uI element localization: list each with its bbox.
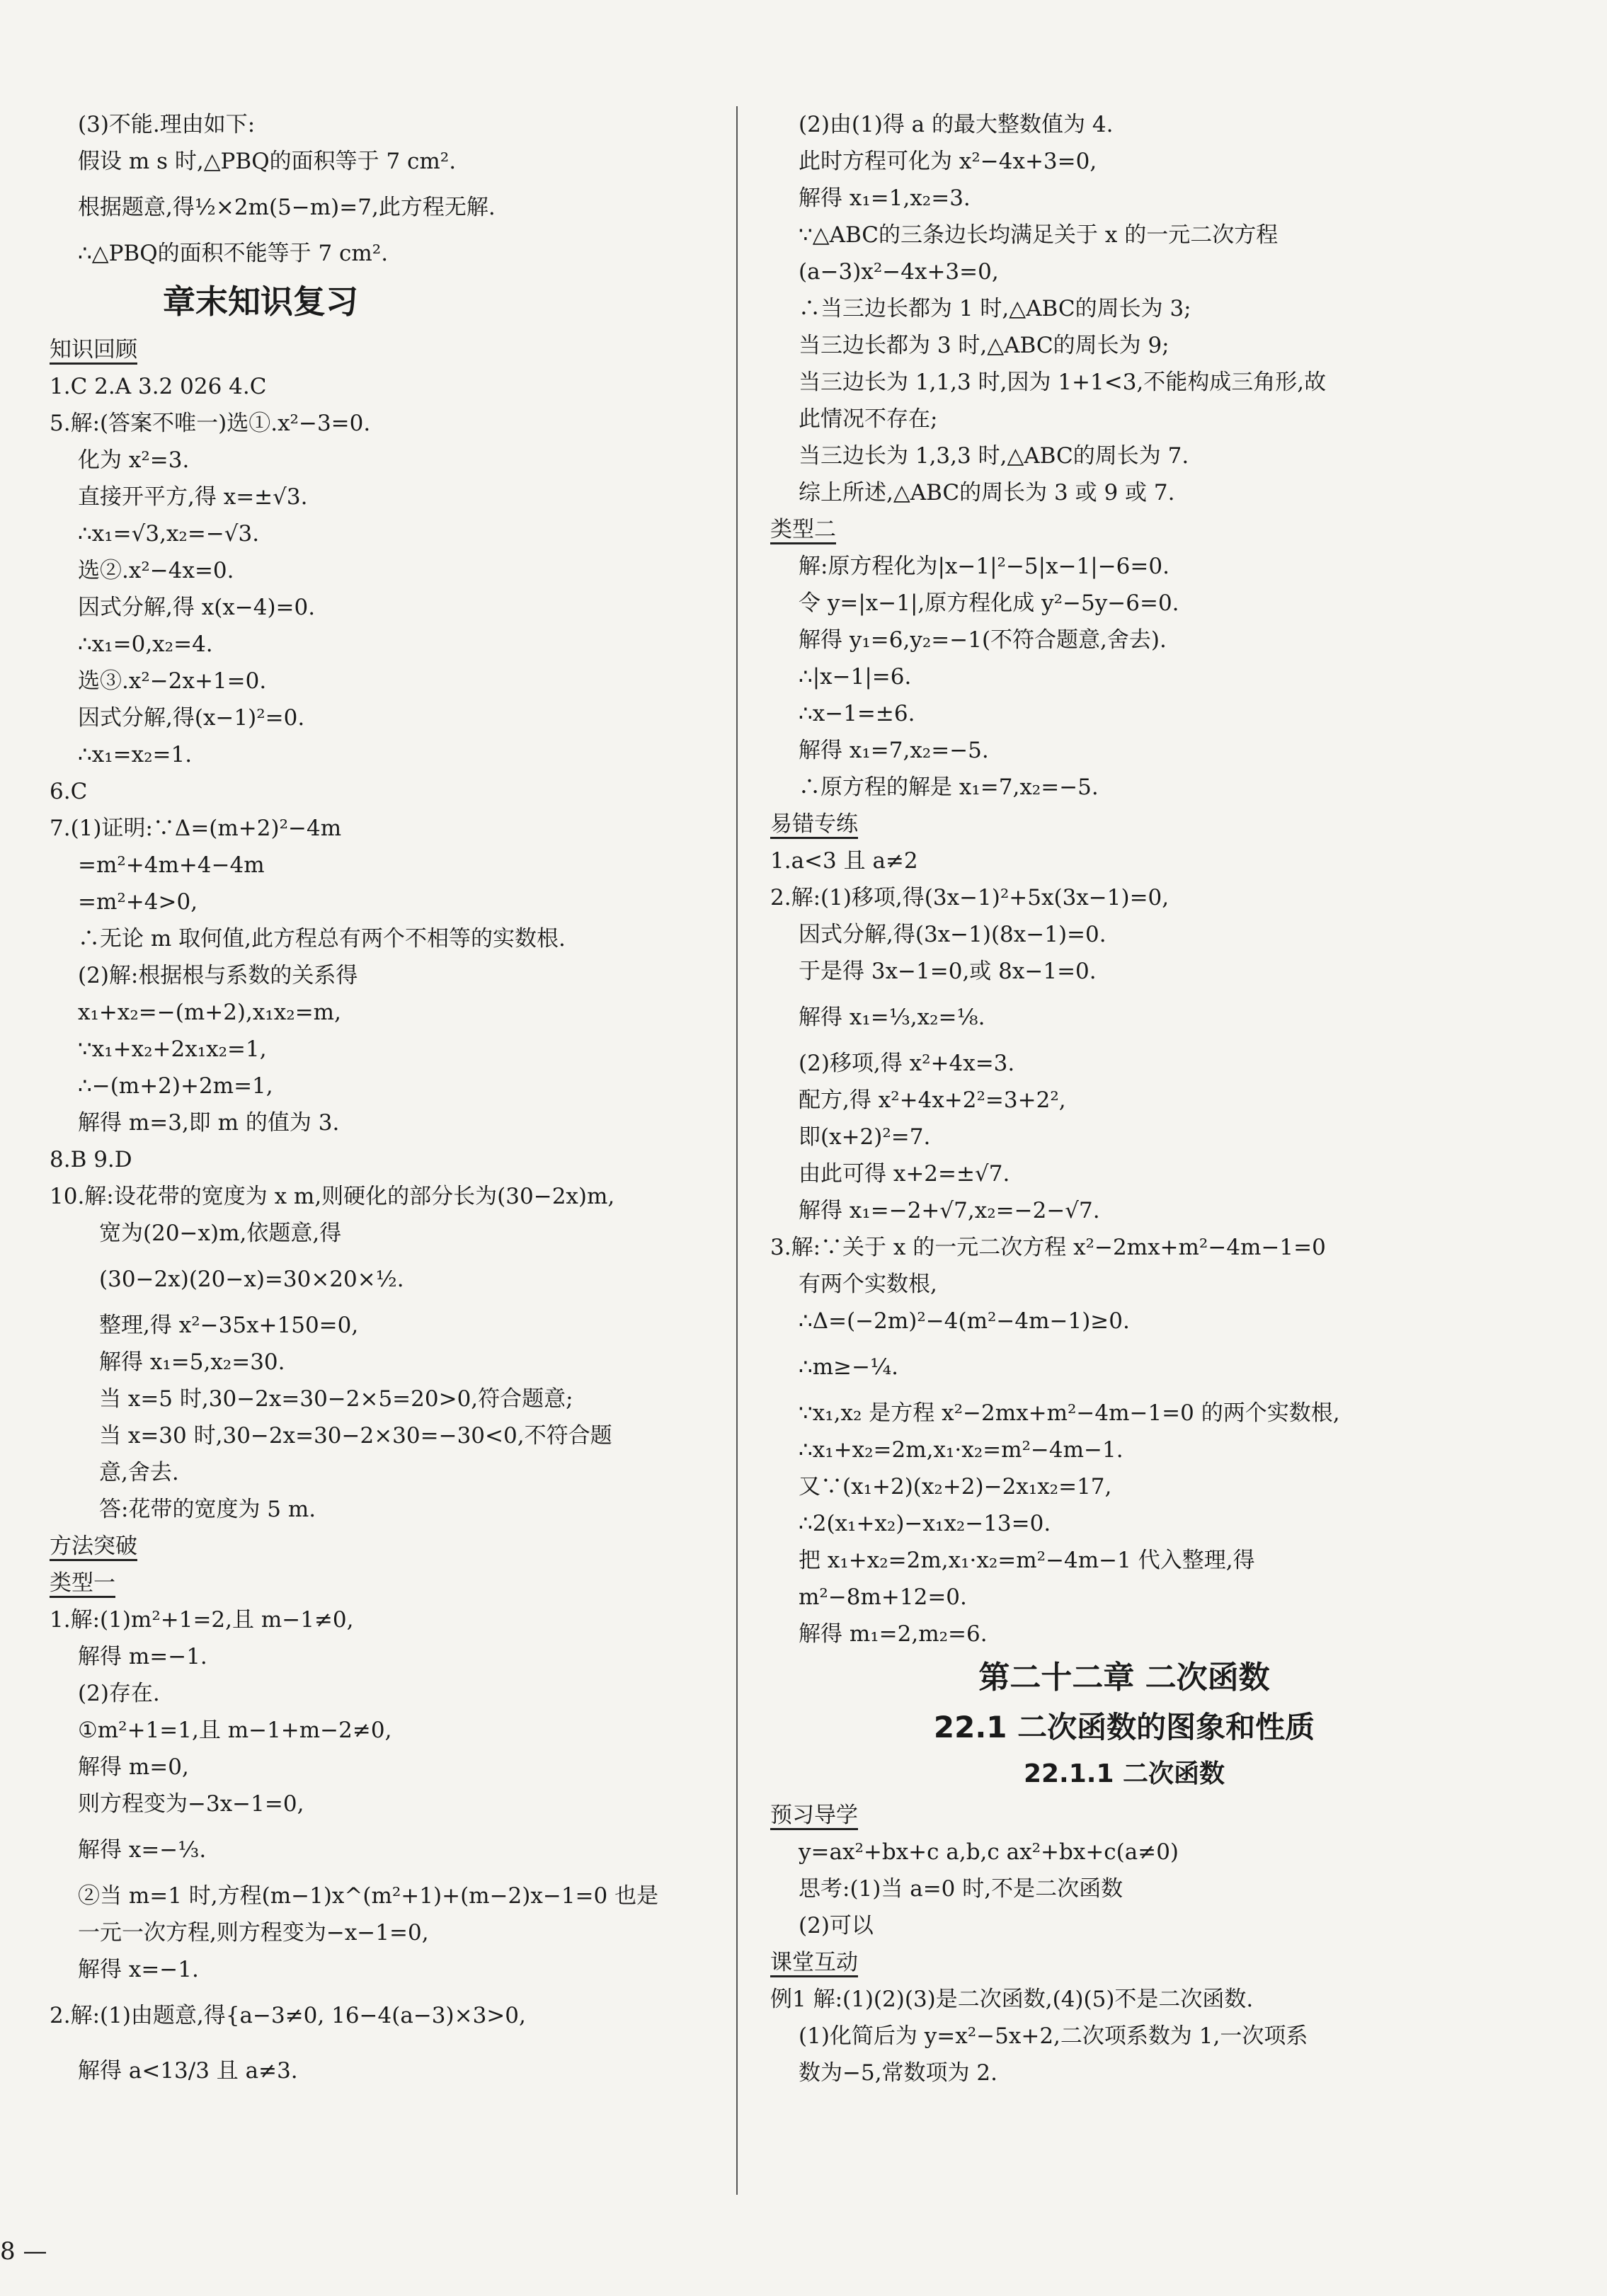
right-line: 22.1 二次函数的图象和性质 (933, 1710, 1315, 1744)
right-line: 于是得 3x−1=0,或 8x−1=0. (799, 959, 1097, 984)
right-line (770, 1797, 1478, 1834)
left-line: 解得 x=−⅓. (78, 1837, 207, 1863)
left-line: 宽为(20−x)m,依题意,得 (99, 1221, 342, 1246)
right-line: 令 y=|x−1|,原方程化成 y²−5y−6=0. (799, 590, 1179, 616)
right-line (770, 1944, 1478, 1981)
right-line: 解得 m₁=2,m₂=6. (799, 1621, 988, 1647)
left-line: (30−2x)(20−x)=30×20×½. (99, 1267, 404, 1292)
right-line: 即(x+2)²=7. (799, 1124, 931, 1150)
left-line: 则方程变为−3x−1=0, (78, 1791, 304, 1817)
left-line: =m²+4m+4−4m (78, 852, 265, 878)
right-line: ∴原方程的解是 x₁=7,x₂=−5. (799, 775, 1099, 800)
right-line: y=ax²+bx+c a,b,c ax²+bx+c(a≠0) (799, 1839, 1179, 1865)
right-line: (a−3)x²−4x+3=0, (799, 259, 999, 285)
left-line: 当 x=5 时,30−2x=30−2×5=20>0,符合题意; (99, 1386, 573, 1412)
right-line: (2)可以 (799, 1913, 874, 1938)
right-line: 当三边长为 1,1,3 时,因为 1+1<3,不能构成三角形,故 (799, 370, 1327, 395)
left-line: 5.解:(答案不唯一)选①.x²−3=0. (50, 411, 371, 436)
left-line: ∴x₁=x₂=1. (78, 742, 193, 767)
right-line (770, 806, 1478, 843)
right-line: 解得 x₁=7,x₂=−5. (799, 738, 989, 763)
left-line: 1.C 2.A 3.2 026 4.C (50, 374, 267, 399)
section-heading: 类型二 (770, 517, 836, 544)
section-heading: 知识回顾 (50, 337, 137, 365)
right-line: ∴|x−1|=6. (799, 664, 912, 690)
left-line: 一元一次方程,则方程变为−x−1=0, (78, 1920, 429, 1946)
left-line: 假设 m s 时,△PBQ的面积等于 7 cm². (78, 149, 457, 174)
right-line: 3.解:∵关于 x 的一元二次方程 x²−2mx+m²−4m−1=0 (770, 1235, 1326, 1260)
left-line: 整理,得 x²−35x+150=0, (99, 1313, 359, 1338)
left-line: (3)不能.理由如下: (78, 112, 256, 137)
right-line: 第二十二章 二次函数 (978, 1660, 1270, 1696)
right-line (770, 511, 1478, 548)
left-line: 选③.x²−2x+1=0. (78, 668, 267, 694)
right-line: 当三边长为 1,3,3 时,△ABC的周长为 7. (799, 443, 1189, 469)
right-line: ∴m≥−¼. (799, 1354, 898, 1380)
left-line: 解得 x=−1. (78, 1957, 199, 1982)
right-line: (2)移项,得 x²+4x=3. (799, 1051, 1015, 1076)
right-line: (2)由(1)得 a 的最大整数值为 4. (799, 112, 1114, 137)
right-line: 1.a<3 且 a≠2 (770, 848, 918, 874)
left-line: ②当 m=1 时,方程(m−1)x^(m²+1)+(m−2)x−1=0 也是 (78, 1883, 659, 1909)
left-line: 解得 m=3,即 m 的值为 3. (78, 1110, 340, 1136)
right-line: 解得 y₁=6,y₂=−1(不符合题意,舍去). (799, 627, 1167, 653)
left-line (50, 1565, 701, 1601)
right-line: 思考:(1)当 a=0 时,不是二次函数 (799, 1876, 1123, 1902)
left-line: 当 x=30 时,30−2x=30−2×30=−30<0,不符合题 (99, 1423, 612, 1449)
left-line: (2)解:根据根与系数的关系得 (78, 963, 358, 988)
page-number: 8 — (0, 2237, 47, 2266)
right-line: 解得 x₁=⅓,x₂=⅛. (799, 1005, 985, 1030)
right-line: ∴x₁+x₂=2m,x₁·x₂=m²−4m−1. (799, 1437, 1123, 1463)
right-line: 由此可得 x+2=±√7. (799, 1161, 1010, 1187)
right-line: 又∵(x₁+2)(x₂+2)−2x₁x₂=17, (799, 1474, 1112, 1500)
left-line: 解得 m=−1. (78, 1644, 207, 1669)
section-heading: 课堂互动 (770, 1950, 858, 1977)
left-line: ∴x₁=√3,x₂=−√3. (78, 521, 260, 547)
left-line: ∴x₁=0,x₂=4. (78, 632, 213, 657)
left-line: ①m²+1=1,且 m−1+m−2≠0, (78, 1718, 392, 1743)
left-line: 选②.x²−4x=0. (78, 558, 234, 583)
left-line: 因式分解,得 x(x−4)=0. (78, 595, 316, 620)
right-line: 数为−5,常数项为 2. (799, 2060, 997, 2086)
right-line: 22.1.1 二次函数 (1023, 1759, 1225, 1788)
left-line: =m²+4>0, (78, 889, 198, 915)
left-line: 因式分解,得(x−1)²=0. (78, 705, 305, 731)
right-line: 因式分解,得(3x−1)(8x−1)=0. (799, 922, 1106, 947)
right-line: 综上所述,△ABC的周长为 3 或 9 或 7. (799, 480, 1175, 506)
left-line: 答:花带的宽度为 5 m. (99, 1497, 316, 1522)
left-line: 解得 a<13/3 且 a≠3. (78, 2058, 298, 2084)
left-line: 1.解:(1)m²+1=2,且 m−1≠0, (50, 1607, 354, 1633)
column-divider (736, 106, 738, 2195)
right-line: 解:原方程化为|x−1|²−5|x−1|−6=0. (799, 554, 1169, 579)
right-line: 此时方程可化为 x²−4x+3=0, (799, 149, 1097, 174)
left-line: 解得 m=0, (78, 1754, 189, 1780)
right-line: 解得 x₁=1,x₂=3. (799, 185, 971, 211)
left-line: x₁+x₂=−(m+2),x₁x₂=m, (78, 1000, 341, 1025)
left-column (50, 106, 701, 2098)
left-line: ∴△PBQ的面积不能等于 7 cm². (78, 241, 389, 266)
left-line: ∵x₁+x₂+2x₁x₂=1, (78, 1036, 267, 1062)
right-line: (1)化简后为 y=x²−5x+2,二次项系数为 1,一次项系 (799, 2023, 1308, 2049)
right-line: 例1 解:(1)(2)(3)是二次函数,(4)(5)不是二次函数. (770, 1987, 1254, 2012)
left-line: 化为 x²=3. (78, 447, 190, 473)
right-line: ∴2(x₁+x₂)−x₁x₂−13=0. (799, 1511, 1051, 1536)
left-line: ∴−(m+2)+2m=1, (78, 1073, 273, 1099)
left-line: 直接开平方,得 x=±√3. (78, 484, 308, 510)
left-line: 6.C (50, 779, 88, 804)
section-heading: 方法突破 (50, 1533, 137, 1561)
left-line: 7.(1)证明:∵Δ=(m+2)²−4m (50, 816, 342, 841)
right-line: 把 x₁+x₂=2m,x₁·x₂=m²−4m−1 代入整理,得 (799, 1548, 1255, 1573)
left-line: (2)存在. (78, 1681, 160, 1706)
right-line: ∴当三边长都为 1 时,△ABC的周长为 3; (799, 296, 1191, 321)
right-line: m²−8m+12=0. (799, 1584, 967, 1610)
right-line: ∵x₁,x₂ 是方程 x²−2mx+m²−4m−1=0 的两个实数根, (799, 1400, 1340, 1426)
right-line: ∴Δ=(−2m)²−4(m²−4m−1)≥0. (799, 1308, 1130, 1334)
left-line: 解得 x₁=5,x₂=30. (99, 1349, 285, 1375)
left-line: 根据题意,得½×2m(5−m)=7,此方程无解. (78, 195, 496, 220)
section-heading: 预习导学 (770, 1803, 858, 1830)
right-line: 解得 x₁=−2+√7,x₂=−2−√7. (799, 1198, 1100, 1223)
right-line: ∴x−1=±6. (799, 701, 915, 726)
right-line: 当三边长都为 3 时,△ABC的周长为 9; (799, 333, 1169, 358)
left-line: 章末知识复习 (163, 282, 358, 321)
section-heading: 易错专练 (770, 811, 858, 839)
left-line: 2.解:(1)由题意,得{a−3≠0, 16−4(a−3)×3>0, (50, 2003, 526, 2028)
left-line: ∴无论 m 取何值,此方程总有两个不相等的实数根. (78, 926, 566, 952)
right-line: 2.解:(1)移项,得(3x−1)²+5x(3x−1)=0, (770, 885, 1169, 910)
left-line (50, 1528, 701, 1565)
left-line: 意,舍去. (99, 1460, 179, 1485)
left-line (50, 331, 701, 368)
right-line: ∵△ABC的三条边长均满足关于 x 的一元二次方程 (799, 222, 1279, 248)
right-column (770, 106, 1478, 2091)
right-line: 配方,得 x²+4x+2²=3+2², (799, 1087, 1066, 1113)
right-line: 有两个实数根, (799, 1272, 937, 1297)
left-line: 10.解:设花带的宽度为 x m,则硬化的部分长为(30−2x)m, (50, 1184, 615, 1209)
section-heading: 类型一 (50, 1570, 115, 1598)
right-line: 此情况不存在; (799, 406, 938, 432)
left-line: 8.B 9.D (50, 1147, 132, 1172)
